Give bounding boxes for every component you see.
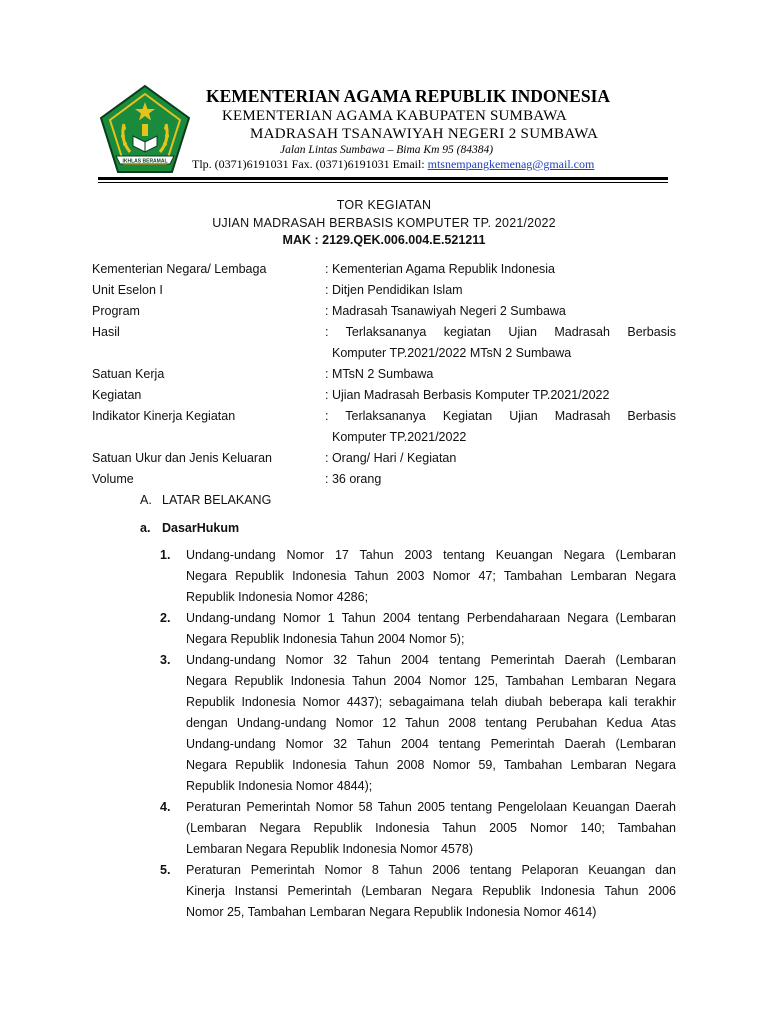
letterhead-divider [98, 177, 668, 180]
info-row [92, 325, 676, 360]
regency-office-title: KEMENTERIAN AGAMA KABUPATEN SUMBAWA [222, 108, 567, 124]
info-label: Program [92, 304, 140, 318]
school-name: MADRASAH TSANAWIYAH NEGERI 2 SUMBAWA [250, 126, 599, 142]
info-label: Satuan Ukur dan Jenis Keluaran [92, 451, 272, 465]
budget-code: MAK : 2129.QEK.006.004.E.521211 [282, 233, 486, 247]
info-label: Satuan Kerja [92, 367, 165, 381]
info-value: : Terlaksananya kegiatan Ujian Madrasah Berbasis [325, 325, 676, 339]
list-number: 2. [160, 611, 171, 625]
info-value: : Ujian Madrasah Berbasis Komputer TP.2021/2022 [325, 388, 610, 402]
info-row [92, 409, 676, 444]
list-line: Republik Indonesia Nomor 4437); sebagaimana telah diubah beberapa kali terakhir [186, 695, 676, 709]
info-row [92, 283, 676, 303]
info-row [92, 388, 676, 408]
letterhead-divider-thin [98, 182, 668, 183]
info-label: Kegiatan [92, 388, 142, 402]
list-number: 3. [160, 653, 171, 667]
list-line: (Lembaran Negara Republik Indonesia Tahun 2005 Nomor 140; Tambahan [186, 821, 676, 835]
info-value-continued: Komputer TP.2021/2022 [332, 430, 467, 444]
info-row [92, 304, 676, 324]
info-row [92, 367, 676, 387]
list-line: Undang-undang Nomor 17 Tahun 2003 tentang Keuangan Negara (Lembaran [186, 548, 676, 562]
info-label: Unit Eselon I [92, 283, 163, 297]
list-line: Negara Republik Indonesia Tahun 2008 Nomor 59, Tambahan Lembaran Negara [186, 758, 676, 772]
list-line: Republik Indonesia Nomor 4844); [186, 779, 373, 793]
info-label: Kementerian Negara/ Lembaga [92, 262, 267, 276]
info-value: : Terlaksananya Kegiatan Ujian Madrasah Berbasis [325, 409, 676, 423]
kemenag-logo-icon [98, 84, 192, 176]
list-line: Negara Republik Indonesia Tahun 2004 Nomor 125, Tambahan Lembaran Negara [186, 674, 676, 688]
ministry-title: KEMENTERIAN AGAMA REPUBLIK INDONESIA [206, 86, 611, 106]
doc-subtitle: UJIAN MADRASAH BERBASIS KOMPUTER TP. 2021/2022 [212, 216, 556, 230]
subsection-title: DasarHukum [162, 521, 240, 535]
info-value: : Orang/ Hari / Kegiatan [325, 451, 457, 465]
list-line: Undang-undang Nomor 1 Tahun 2004 tentang Perbendaharaan Negara (Lembaran [186, 611, 676, 625]
list-line: Negara Republik Indonesia Tahun 2004 Nomor 5); [186, 632, 465, 646]
list-line: Negara Republik Indonesia Tahun 2003 Nomor 47; Tambahan Lembaran Negara [186, 569, 676, 583]
info-value: : Madrasah Tsanawiyah Negeri 2 Sumbawa [325, 304, 566, 318]
info-row [92, 472, 676, 492]
list-line: Republik Indonesia Nomor 4286; [186, 590, 369, 604]
contact-line [192, 157, 594, 172]
section-marker: A. [140, 493, 152, 507]
info-value: : Ditjen Pendidikan Islam [325, 283, 463, 297]
info-value: : MTsN 2 Sumbawa [325, 367, 434, 381]
list-line: Undang-undang Nomor 32 Tahun 2004 tentang Pemerintah Daerah (Lembaran [186, 737, 676, 751]
list-line: Peraturan Pemerintah Nomor 58 Tahun 2005 tentang Pengelolaan Keuangan Daerah [186, 800, 676, 814]
list-number: 4. [160, 800, 171, 814]
email-link[interactable]: mtsnempangkemenag@gmail.com [427, 157, 595, 171]
subsection-marker: a. [140, 521, 151, 535]
info-row [92, 262, 676, 282]
list-line: dengan Undang-undang Nomor 12 Tahun 2008 tentang Perubahan Kedua Atas [186, 716, 676, 730]
info-value: : Kementerian Agama Republik Indonesia [325, 262, 556, 276]
phone-fax: Tlp. (0371)6191031 Fax. (0371)6191031 Email: [192, 157, 428, 171]
list-line: Lembaran Negara Republik Indonesia Nomor 4578) [186, 842, 473, 856]
list-line: Nomor 25, Tambahan Lembaran Negara Republik Indonesia Nomor 4614) [186, 905, 597, 919]
info-label: Indikator Kinerja Kegiatan [92, 409, 236, 423]
info-label: Hasil [92, 325, 120, 339]
info-label: Volume [92, 472, 134, 486]
info-value: : 36 orang [325, 472, 382, 486]
logo-banner-text: IKHLAS BERAMAL [122, 158, 168, 165]
info-value-continued: Komputer TP.2021/2022 MTsN 2 Sumbawa [332, 346, 572, 360]
section-title: LATAR BELAKANG [162, 493, 272, 507]
list-number: 1. [160, 548, 171, 562]
info-row [92, 451, 676, 471]
list-line: Undang-undang Nomor 32 Tahun 2004 tentang Pemerintah Daerah (Lembaran [186, 653, 676, 667]
list-number: 5. [160, 863, 171, 877]
doc-title: TOR KEGIATAN [336, 198, 432, 212]
list-line: Peraturan Pemerintah Nomor 8 Tahun 2006 tentang Pelaporan Keuangan dan [186, 863, 676, 877]
list-line: Kinerja Instansi Pemerintah (Lembaran Negara Republik Indonesia Tahun 2006 [186, 884, 676, 898]
school-address: Jalan Lintas Sumbawa – Bima Km 95 (84384) [280, 144, 494, 156]
